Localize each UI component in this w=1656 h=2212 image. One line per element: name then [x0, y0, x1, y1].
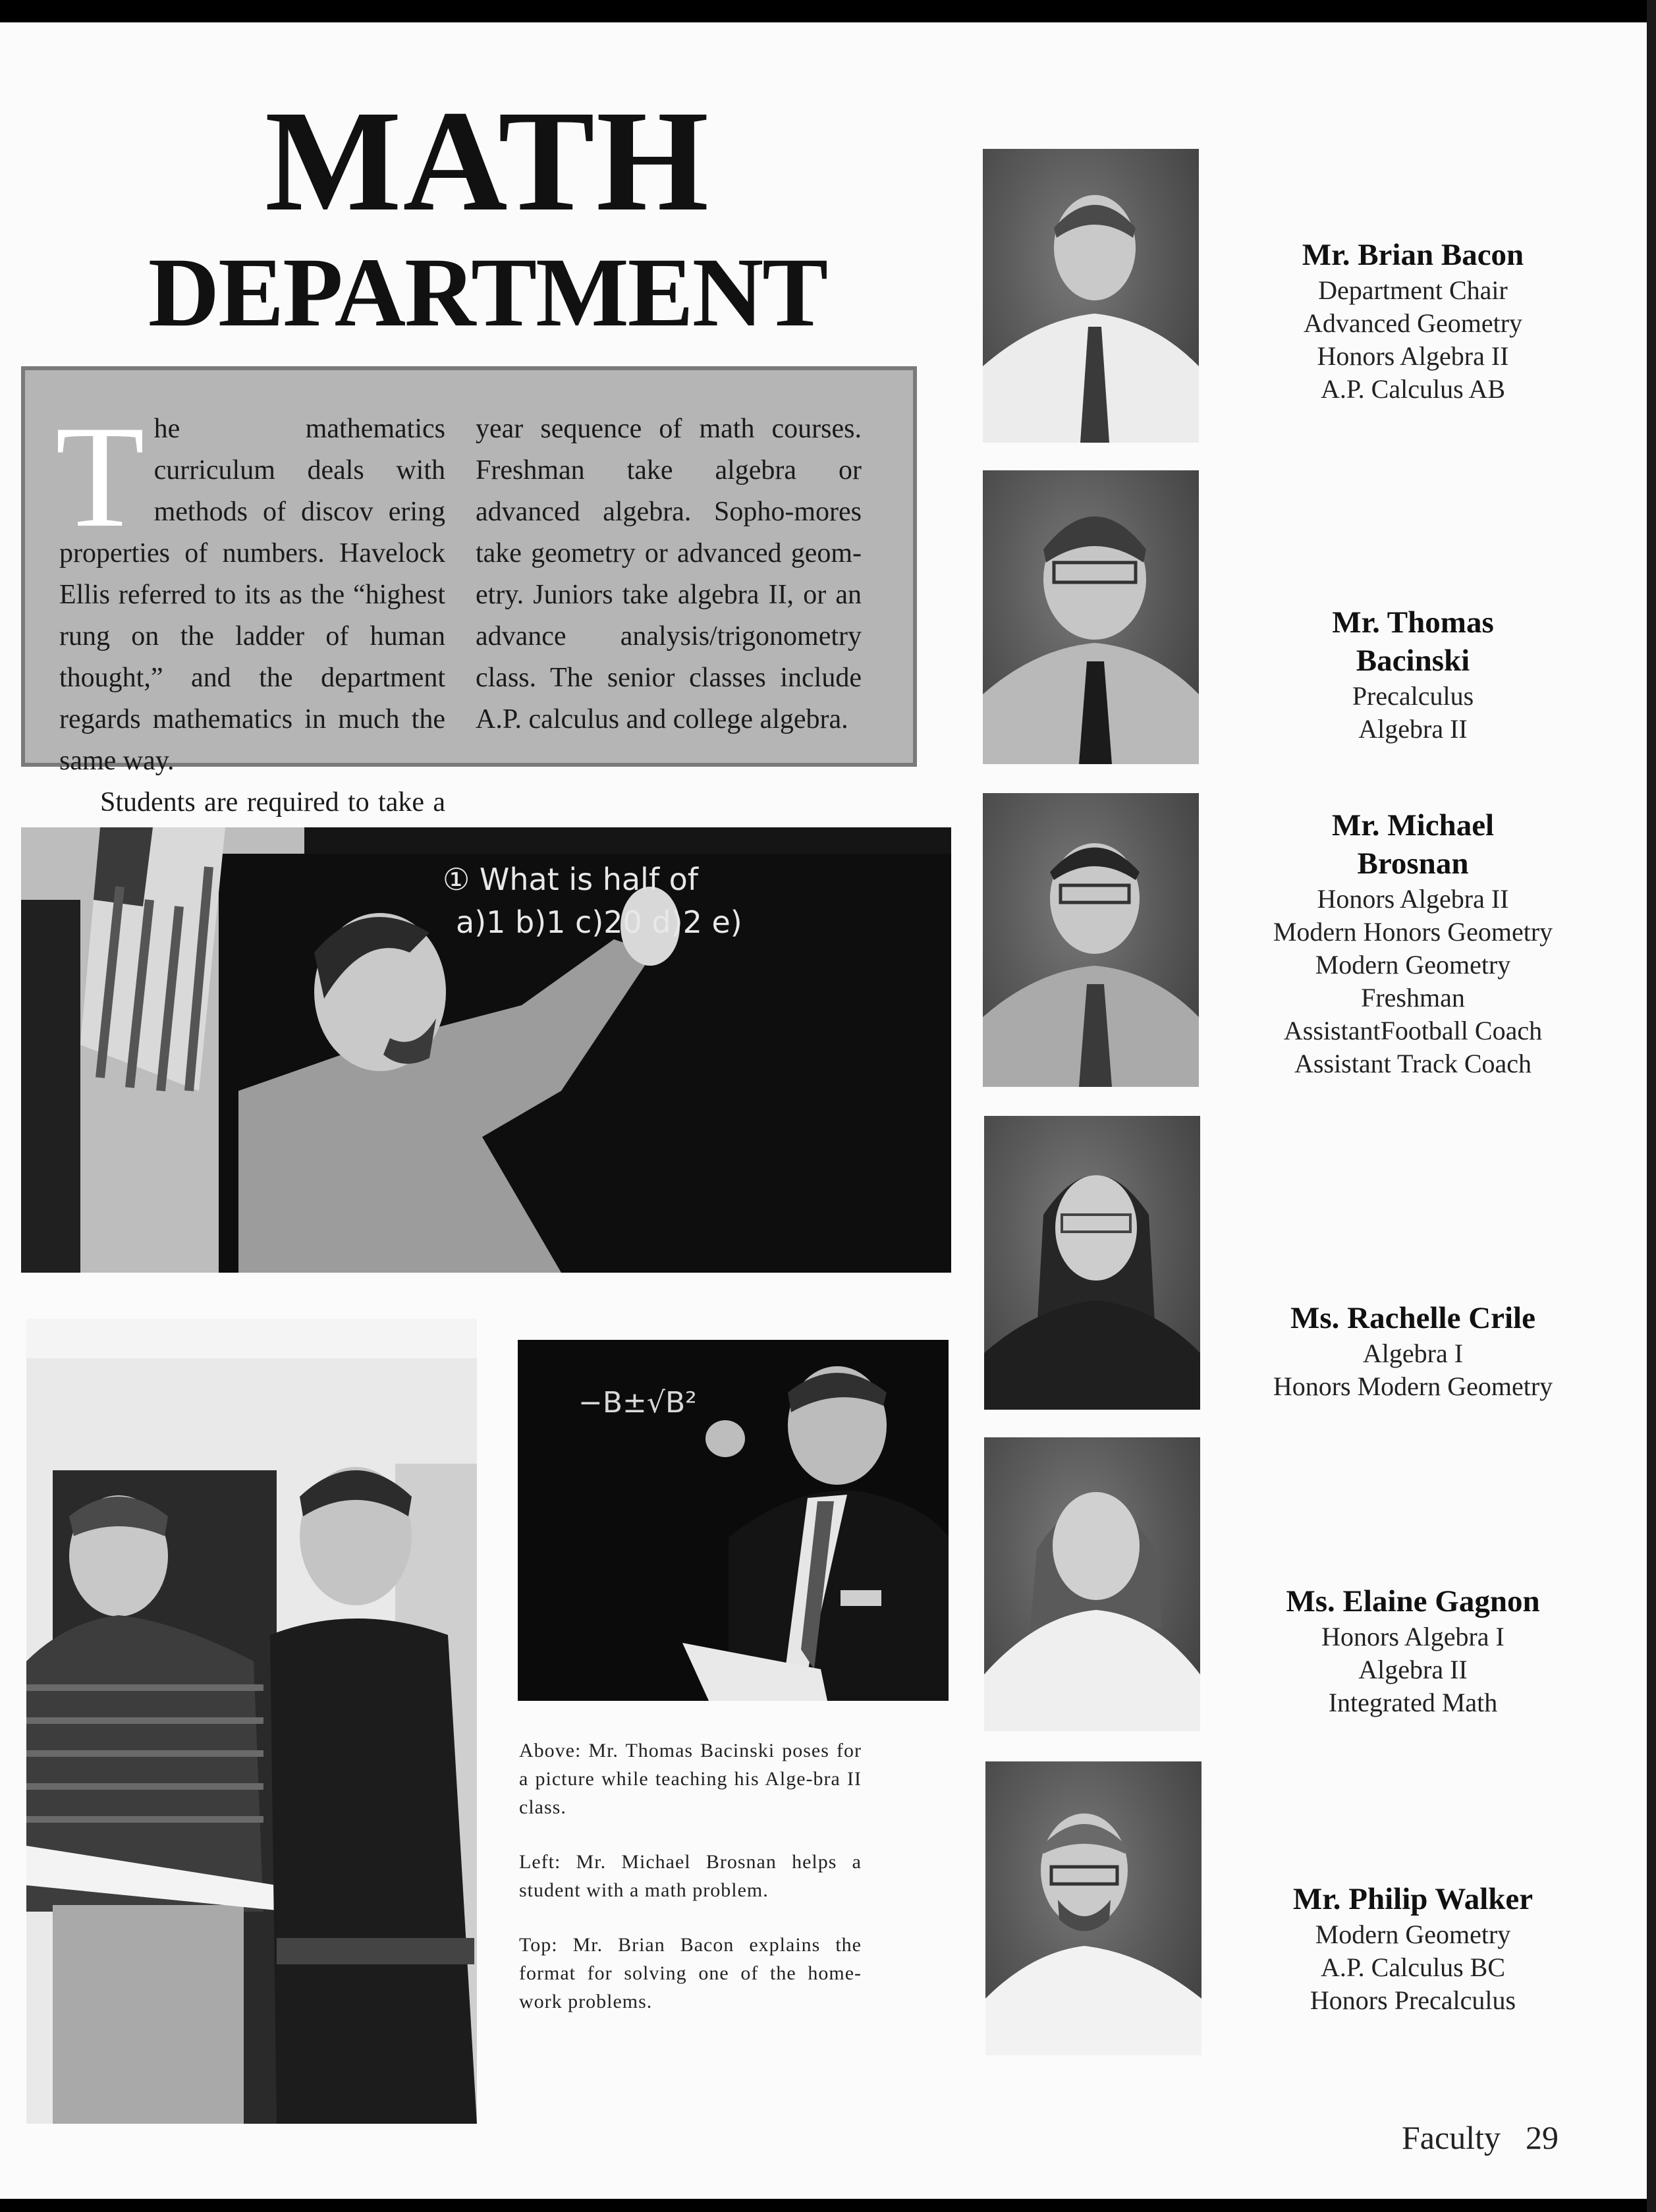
- faculty-role: Algebra II: [1358, 714, 1468, 744]
- page-number: 29: [1525, 2119, 1559, 2156]
- faculty-role: A.P. Calculus AB: [1320, 374, 1506, 404]
- faculty-role: Modern Geometry: [1315, 950, 1511, 980]
- yearbook-page: [0, 22, 1647, 2199]
- intro-text-box: [21, 366, 917, 817]
- caption-above: Above: Mr. Thomas Bacinski poses for a picture while teaching his Alge-bra II class.: [519, 1740, 862, 1818]
- chalkboard-writing: ① What is half of: [443, 862, 698, 897]
- faculty-role: AssistantFootball Coach: [1283, 1016, 1543, 1045]
- faculty-role: Honors Precalculus: [1310, 1985, 1516, 2015]
- faculty-name: Mr. Thomas Bacinski: [1332, 605, 1494, 678]
- caption-left: Left: Mr. Michael Brosnan helps a student with a math problem.: [519, 1851, 862, 1901]
- portrait-thomas-bacinski: [983, 470, 1199, 764]
- photo-teacher-helping-student: [26, 1319, 477, 2124]
- faculty-role: Honors Algebra I: [1321, 1622, 1504, 1651]
- page-title-math: MATH: [264, 80, 711, 241]
- portrait-philip-walker: [985, 1761, 1201, 2055]
- page-edge: [1647, 0, 1656, 2212]
- portrait-michael-brosnan: [983, 793, 1199, 1087]
- page-title-department: DEPARTMENT: [148, 238, 827, 347]
- faculty-role: A.P. Calculus BC: [1320, 1952, 1506, 1982]
- faculty-role: Advanced Geometry: [1303, 308, 1523, 338]
- faculty-entry-brosnan: [1238, 806, 1587, 1080]
- faculty-role: Department Chair: [1318, 275, 1508, 305]
- faculty-name: Ms. Elaine Gagnon: [1286, 1584, 1540, 1618]
- page-folio: [1402, 2118, 1559, 2157]
- faculty-role: Precalculus: [1352, 681, 1474, 711]
- faculty-name: Ms. Rachelle Crile: [1290, 1301, 1535, 1335]
- portrait-elaine-gagnon: [984, 1437, 1200, 1731]
- faculty-entry-bacinski: [1238, 603, 1587, 746]
- folio-section: Faculty: [1402, 2119, 1501, 2156]
- faculty-role: Integrated Math: [1328, 1688, 1498, 1717]
- photo-bacinski-at-chalkboard: [518, 1340, 949, 1701]
- photo-captions: [519, 1736, 862, 2042]
- faculty-role: Honors Algebra II: [1317, 884, 1509, 914]
- faculty-role: Algebra II: [1358, 1655, 1468, 1684]
- faculty-role: Modern Honors Geometry: [1273, 917, 1553, 947]
- intro-right-column: year sequence of math courses. Freshman take algebra or advanced algebra. Sopho-mores take geometry or advanced geom-etry. Juniors take algebra II, or an advance analysis/trigonometry class. The senior classes include A.P. calculus and college algebra.: [476, 414, 862, 734]
- chalkboard-formula: −B±√B²: [578, 1386, 697, 1420]
- faculty-role: Freshman: [1361, 983, 1465, 1012]
- faculty-entry-bacon: [1238, 236, 1587, 406]
- faculty-role: Algebra I: [1362, 1339, 1464, 1368]
- faculty-name: Mr. Michael Brosnan: [1331, 808, 1495, 881]
- faculty-role: Modern Geometry: [1315, 1920, 1511, 1949]
- caption-top: Top: Mr. Brian Bacon explains the format for solving one of the home-work problems.: [519, 1934, 862, 2012]
- portrait-rachelle-crile: [984, 1116, 1200, 1410]
- faculty-role: Honors Algebra II: [1317, 341, 1509, 371]
- intro-left-column: [55, 396, 445, 865]
- intro-paragraph-1: he mathematics curriculum deals with methods of discov ering properties of numbers. Havelock Ellis referred to its as the “highest rung on the ladder of human thought,” and the department regards mathematics in much the same way.: [59, 414, 445, 776]
- faculty-role: Honors Modern Geometry: [1273, 1371, 1553, 1401]
- drop-cap: T: [55, 396, 145, 558]
- portrait-brian-bacon: [983, 149, 1199, 443]
- faculty-entry-crile: [1238, 1299, 1587, 1403]
- photo-teacher-at-chalkboard: [21, 827, 951, 1273]
- faculty-role: Assistant Track Coach: [1294, 1049, 1532, 1078]
- intro-paragraph-2: Students are required to take a: [100, 787, 445, 817]
- faculty-entry-gagnon: [1238, 1582, 1587, 1719]
- svg-text:a)1 b)1 c)20 d)2 e): a)1 b)1 c)20 d)2 e): [456, 904, 742, 940]
- faculty-name: Mr. Brian Bacon: [1302, 238, 1524, 272]
- faculty-entry-walker: [1238, 1880, 1587, 2017]
- faculty-name: Mr. Philip Walker: [1292, 1882, 1533, 1916]
